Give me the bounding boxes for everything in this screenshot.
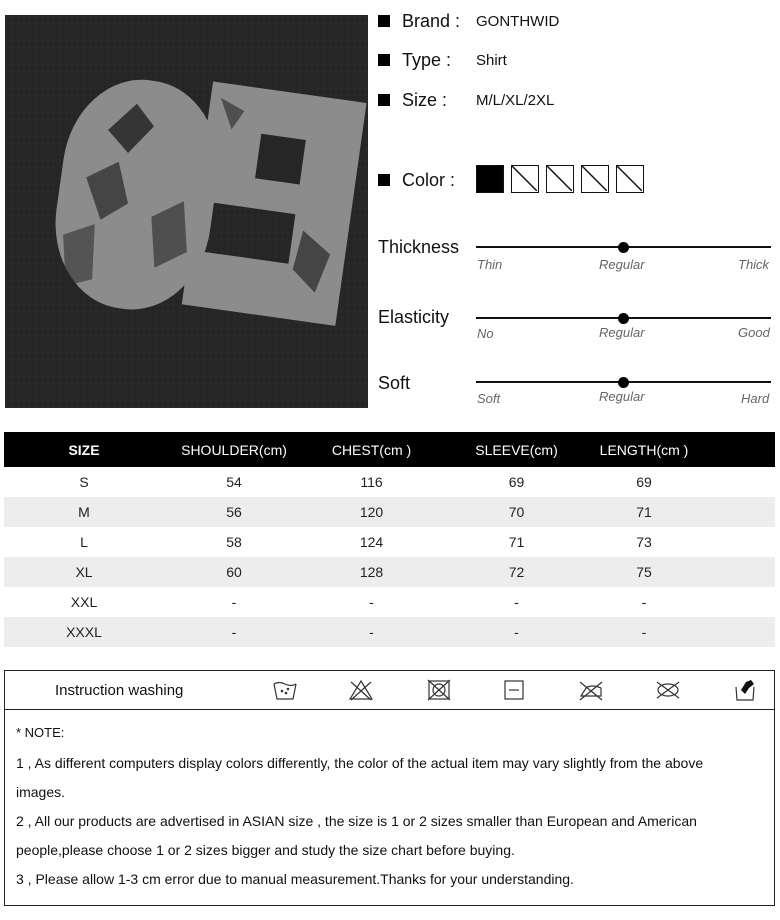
table-row [4, 497, 775, 527]
table-cell: 128 [359, 564, 384, 580]
table-cell: 69 [508, 474, 525, 490]
notes-section [4, 710, 775, 906]
swatch-black[interactable] [476, 165, 504, 193]
thickness-min: Thin [477, 257, 503, 272]
swatch-unavailable[interactable] [581, 165, 609, 193]
table-row [4, 467, 775, 497]
bullet-icon [378, 94, 390, 106]
washing-title: Instruction washing [55, 681, 184, 699]
table-cell: 75 [636, 564, 652, 580]
header-cell: SLEEVE(cm) [475, 441, 558, 458]
swatch-unavailable[interactable] [511, 165, 539, 193]
swatch-unavailable[interactable] [546, 165, 574, 193]
hang-dry-icon [732, 678, 758, 702]
table-cell: 124 [359, 534, 384, 550]
elasticity-knob [618, 313, 629, 324]
table-cell: M [78, 504, 90, 520]
note-line: people,please choose 1 or 2 sizes bigger and study the size chart before buying. [16, 842, 515, 858]
size-value: M/L/XL/2XL [476, 91, 555, 109]
thickness-knob [618, 242, 629, 253]
iron-low-icon [578, 678, 604, 702]
number-print-graphic [5, 15, 368, 408]
size-row [378, 85, 555, 115]
table-cell: - [369, 624, 374, 640]
note-line: 3 , Please allow 1-3 cm error due to manual measurement.Thanks for your understanding. [16, 871, 574, 887]
table-cell: 72 [508, 564, 525, 580]
bullet-icon [378, 174, 390, 186]
header-cell: SIZE [68, 441, 100, 458]
header-cell: LENGTH(cm ) [599, 441, 689, 458]
table-row [4, 527, 775, 557]
table-row [4, 557, 775, 587]
table-cell: XXL [70, 594, 98, 610]
bullet-icon [378, 15, 390, 27]
table-cell: L [80, 534, 88, 550]
header-cell: CHEST(cm ) [331, 441, 412, 458]
brand-row [378, 6, 560, 36]
bullet-icon [378, 54, 390, 66]
dry-flat-icon [501, 678, 527, 702]
table-cell: 71 [508, 534, 525, 550]
soft-mid: Regular [599, 389, 645, 404]
do-not-tumble-dry-icon [426, 678, 452, 702]
do-not-bleach-icon [348, 678, 374, 702]
table-cell: - [231, 624, 237, 640]
table-header [4, 432, 775, 467]
elasticity-min: No [477, 326, 494, 341]
soft-track [476, 381, 771, 383]
table-cell: - [641, 594, 647, 610]
table-cell: 69 [636, 474, 652, 490]
washing-instructions [4, 670, 775, 710]
note-heading: * NOTE: [16, 725, 65, 740]
thickness-track [476, 246, 771, 248]
note-line: 2 , All our products are advertised in ASIAN size , the size is 1 or 2 sizes smaller than European and American [16, 813, 697, 829]
header-cell: SHOULDER(cm) [181, 441, 287, 458]
table-cell: 58 [226, 534, 242, 550]
table-cell: 54 [226, 474, 242, 490]
table-cell: - [641, 624, 647, 640]
product-image [5, 15, 368, 408]
table-cell: XL [75, 564, 93, 580]
table-cell: 73 [636, 534, 652, 550]
table-cell: - [369, 594, 374, 610]
type-label: Type : [402, 49, 452, 70]
thickness-mid: Regular [599, 257, 645, 272]
soft-min: Soft [477, 391, 501, 406]
type-row [378, 45, 507, 75]
table-cell: 120 [359, 504, 384, 520]
table-cell: S [79, 474, 89, 490]
elasticity-mid: Regular [599, 325, 645, 340]
table-cell: - [514, 594, 519, 610]
table-cell: XXXL [66, 624, 102, 640]
color-swatches [476, 165, 644, 193]
hand-wash-icon [272, 678, 298, 702]
color-label: Color : [402, 169, 456, 190]
table-cell: 116 [360, 474, 383, 490]
elasticity-max: Good [738, 325, 770, 340]
type-value: Shirt [476, 51, 507, 69]
table-cell: - [514, 624, 519, 640]
thickness-max: Thick [738, 257, 770, 272]
soft-knob [618, 377, 629, 388]
brand-value: GONTHWID [476, 12, 560, 30]
size-chart-table [4, 432, 775, 647]
thickness-label: Thickness [378, 237, 460, 257]
size-label: Size : [402, 89, 448, 110]
table-cell: 60 [226, 564, 242, 580]
brand-label: Brand : [402, 10, 461, 31]
soft-label: Soft [378, 373, 411, 393]
table-row [4, 617, 775, 647]
table-cell: 56 [226, 504, 242, 520]
soft-max: Hard [741, 391, 770, 406]
color-row [378, 165, 456, 195]
swatch-unavailable[interactable] [616, 165, 644, 193]
table-cell: - [231, 594, 237, 610]
note-line: images. [16, 784, 66, 800]
note-line: 1 , As different computers display colors differently, the color of the actual item may vary slightly from the above [16, 755, 704, 771]
table-cell: 71 [636, 504, 652, 520]
table-cell: 70 [508, 504, 525, 520]
elasticity-label: Elasticity [378, 307, 450, 327]
elasticity-track [476, 317, 771, 319]
do-not-dry-clean-icon [655, 678, 681, 702]
table-row [4, 587, 775, 617]
